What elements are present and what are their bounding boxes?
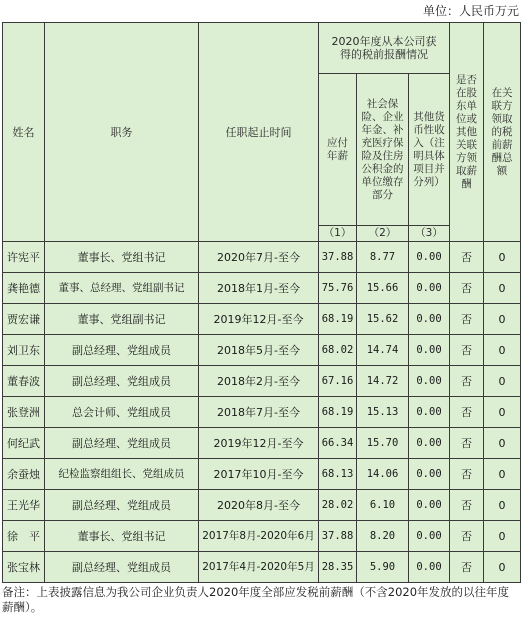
unit-label: 单位：人民币万元 [422, 4, 519, 18]
cell-position: 副总经理、党组成员 [45, 335, 199, 366]
cell-related: 否 [450, 459, 484, 490]
cell-other: 0.00 [409, 552, 450, 583]
table-row [3, 366, 521, 397]
cell-other: 0.00 [409, 366, 450, 397]
cell-other: 0.00 [409, 304, 450, 335]
cell-position: 副总经理、党组成员 [45, 366, 199, 397]
cell-position: 董事、总经理、党组副书记 [45, 273, 199, 304]
cell-related: 否 [450, 366, 484, 397]
cell-related: 否 [450, 552, 484, 583]
table-row [3, 335, 521, 366]
header-other: 其他货币性收入（注明具体项目并分列） [409, 74, 450, 226]
cell-term: 2019年12月-至今 [199, 428, 319, 459]
cell-related: 否 [450, 335, 484, 366]
cell-term: 2017年8月-2020年6月 [199, 521, 319, 552]
cell-salary: 67.16 [319, 366, 357, 397]
cell-other: 0.00 [409, 490, 450, 521]
cell-name: 余蚕烛 [3, 459, 45, 490]
header-col3: （3） [409, 226, 450, 242]
cell-social: 6.10 [357, 490, 409, 521]
table-row [3, 273, 521, 304]
cell-related-pay: 0 [484, 304, 521, 335]
cell-name: 许宪平 [3, 242, 45, 273]
cell-name: 徐 平 [3, 521, 45, 552]
cell-salary: 68.13 [319, 459, 357, 490]
cell-other: 0.00 [409, 273, 450, 304]
cell-term: 2019年12月-至今 [199, 304, 319, 335]
cell-related: 否 [450, 273, 484, 304]
cell-social: 14.06 [357, 459, 409, 490]
cell-name: 刘卫东 [3, 335, 45, 366]
cell-social: 15.13 [357, 397, 409, 428]
cell-term: 2020年8月-至今 [199, 490, 319, 521]
table-row [3, 552, 521, 583]
cell-related: 否 [450, 397, 484, 428]
cell-position: 董事、党组副书记 [45, 304, 199, 335]
header-col2: （2） [357, 226, 409, 242]
cell-related: 否 [450, 521, 484, 552]
cell-related-pay: 0 [484, 242, 521, 273]
cell-salary: 68.02 [319, 335, 357, 366]
cell-related-pay: 0 [484, 521, 521, 552]
header-col1: （1） [319, 226, 357, 242]
salary-table [2, 22, 521, 583]
cell-other: 0.00 [409, 521, 450, 552]
cell-name: 张登洲 [3, 397, 45, 428]
cell-name: 龚艳德 [3, 273, 45, 304]
cell-position: 副总经理、党组成员 [45, 552, 199, 583]
cell-position: 董事长、党组书记 [45, 242, 199, 273]
cell-salary: 37.88 [319, 521, 357, 552]
cell-position: 董事长、党组书记 [45, 521, 199, 552]
cell-position: 副总经理、党组成员 [45, 428, 199, 459]
cell-related: 否 [450, 242, 484, 273]
cell-salary: 66.34 [319, 428, 357, 459]
cell-term: 2018年7月-至今 [199, 397, 319, 428]
cell-name: 王光华 [3, 490, 45, 521]
cell-social: 15.70 [357, 428, 409, 459]
cell-social: 8.77 [357, 242, 409, 273]
cell-social: 15.66 [357, 273, 409, 304]
cell-social: 15.62 [357, 304, 409, 335]
table-row [3, 459, 521, 490]
cell-related: 否 [450, 490, 484, 521]
cell-social: 14.72 [357, 366, 409, 397]
table-row [3, 304, 521, 335]
table-row [3, 521, 521, 552]
header-position: 职务 [45, 23, 199, 242]
cell-social: 8.20 [357, 521, 409, 552]
cell-term: 2018年2月-至今 [199, 366, 319, 397]
header-group-title: 2020年度从本公司获得的税前报酬情况 [319, 23, 450, 74]
cell-name: 董春波 [3, 366, 45, 397]
header-social: 社会保险、企业年金、补充医疗保险及住房公积金的单位缴存部分 [357, 74, 409, 226]
table-row [3, 242, 521, 273]
cell-name: 贾宏谦 [3, 304, 45, 335]
cell-salary: 75.76 [319, 273, 357, 304]
cell-related-pay: 0 [484, 273, 521, 304]
footnote: 备注：上表披露信息为我公司企业负责人2020年度全部应发税前薪酬（不含2020年发放的以往年度薪酬）。 [2, 585, 510, 614]
cell-other: 0.00 [409, 335, 450, 366]
cell-other: 0.00 [409, 428, 450, 459]
cell-salary: 28.35 [319, 552, 357, 583]
cell-related-pay: 0 [484, 335, 521, 366]
header-salary: 应付年薪 [319, 74, 357, 226]
cell-name: 何纪武 [3, 428, 45, 459]
cell-position: 总会计师、党组成员 [45, 397, 199, 428]
cell-position: 纪检监察组组长、党组成员 [45, 459, 199, 490]
cell-other: 0.00 [409, 459, 450, 490]
cell-social: 5.90 [357, 552, 409, 583]
table-row [3, 397, 521, 428]
cell-name: 张宝林 [3, 552, 45, 583]
cell-other: 0.00 [409, 397, 450, 428]
cell-related: 否 [450, 304, 484, 335]
cell-position: 副总经理、党组成员 [45, 490, 199, 521]
table-row [3, 490, 521, 521]
cell-term: 2018年1月-至今 [199, 273, 319, 304]
cell-related-pay: 0 [484, 397, 521, 428]
cell-term: 2017年4月-2020年5月 [199, 552, 319, 583]
cell-salary: 37.88 [319, 242, 357, 273]
cell-salary: 68.19 [319, 397, 357, 428]
table-row [3, 428, 521, 459]
cell-social: 14.74 [357, 335, 409, 366]
header-related-pay: 在关联方领取的税前薪酬总额 [484, 23, 521, 242]
cell-related-pay: 0 [484, 366, 521, 397]
cell-related-pay: 0 [484, 490, 521, 521]
header-related: 是否在股东单位或其他关联方领取薪酬 [450, 23, 484, 242]
cell-term: 2018年5月-至今 [199, 335, 319, 366]
cell-related-pay: 0 [484, 552, 521, 583]
cell-related-pay: 0 [484, 428, 521, 459]
cell-related-pay: 0 [484, 459, 521, 490]
header-term: 任职起止时间 [199, 23, 319, 242]
cell-related: 否 [450, 428, 484, 459]
cell-term: 2020年7月-至今 [199, 242, 319, 273]
cell-salary: 28.02 [319, 490, 357, 521]
cell-term: 2017年10月-至今 [199, 459, 319, 490]
cell-other: 0.00 [409, 242, 450, 273]
header-name: 姓名 [3, 23, 45, 242]
cell-salary: 68.19 [319, 304, 357, 335]
